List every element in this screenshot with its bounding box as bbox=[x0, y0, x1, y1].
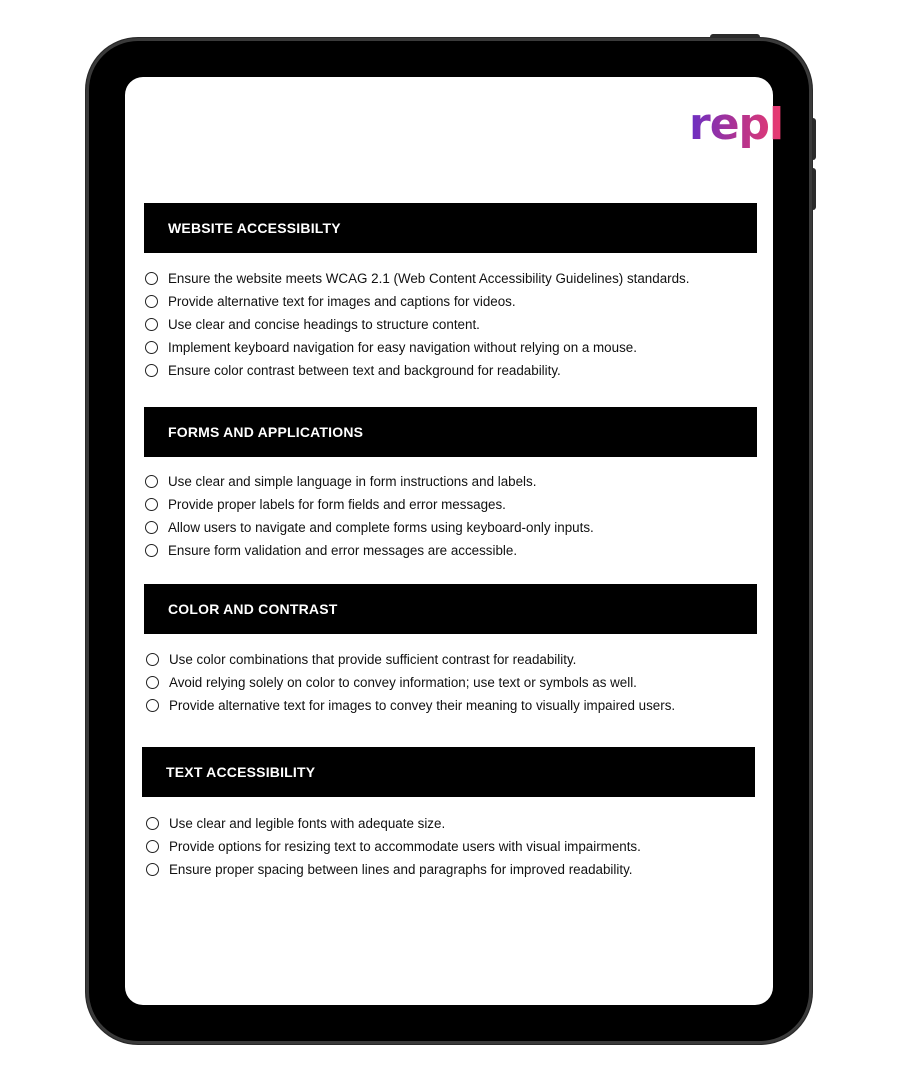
list-item bbox=[146, 835, 641, 858]
item-label: Ensure form validation and error messages are accessible. bbox=[168, 543, 518, 558]
section-header-color-and-contrast bbox=[144, 584, 757, 634]
checkbox-icon[interactable] bbox=[145, 521, 158, 534]
list-item bbox=[145, 516, 594, 539]
section-title: COLOR AND CONTRAST bbox=[168, 601, 338, 617]
checkbox-icon[interactable] bbox=[145, 272, 158, 285]
list-item bbox=[145, 336, 689, 359]
list-item bbox=[146, 694, 675, 717]
checkbox-icon[interactable] bbox=[146, 676, 159, 689]
checkbox-icon[interactable] bbox=[145, 295, 158, 308]
item-label: Provide alternative text for images to convey their meaning to visually impaired users. bbox=[169, 698, 676, 713]
item-label: Ensure proper spacing between lines and paragraphs for improved readability. bbox=[169, 862, 633, 877]
item-label: Provide proper labels for form fields and error messages. bbox=[168, 497, 506, 512]
list-item bbox=[146, 858, 641, 881]
brand-logo: repl bbox=[689, 99, 784, 150]
checklist-text-accessibility bbox=[146, 812, 641, 881]
checkbox-icon[interactable] bbox=[146, 840, 159, 853]
checkbox-icon[interactable] bbox=[145, 364, 158, 377]
section-header-website-accessibility bbox=[144, 203, 757, 253]
checklist-forms-and-applications bbox=[145, 470, 594, 562]
list-item bbox=[145, 313, 689, 336]
section-title: TEXT ACCESSIBILITY bbox=[166, 764, 316, 780]
checkbox-icon[interactable] bbox=[145, 498, 158, 511]
item-label: Provide alternative text for images and captions for videos. bbox=[168, 294, 516, 309]
section-header-text-accessibility bbox=[142, 747, 755, 797]
item-label: Use color combinations that provide sufficient contrast for readability. bbox=[169, 652, 577, 667]
item-label: Avoid relying solely on color to convey information; use text or symbols as well. bbox=[169, 675, 637, 690]
list-item bbox=[146, 812, 641, 835]
checkbox-icon[interactable] bbox=[146, 817, 159, 830]
item-label: Ensure the website meets WCAG 2.1 (Web Content Accessibility Guidelines) standards. bbox=[168, 271, 690, 286]
checklist-website-accessibility bbox=[145, 267, 689, 382]
list-item bbox=[145, 470, 594, 493]
item-label: Implement keyboard navigation for easy navigation without relying on a mouse. bbox=[168, 340, 637, 355]
item-label: Allow users to navigate and complete forms using keyboard-only inputs. bbox=[168, 520, 594, 535]
checkbox-icon[interactable] bbox=[145, 318, 158, 331]
item-label: Use clear and simple language in form instructions and labels. bbox=[168, 474, 537, 489]
list-item bbox=[145, 290, 689, 313]
item-label: Provide options for resizing text to accommodate users with visual impairments. bbox=[169, 839, 641, 854]
checkbox-icon[interactable] bbox=[145, 341, 158, 354]
list-item bbox=[145, 493, 594, 516]
checkbox-icon[interactable] bbox=[146, 699, 159, 712]
item-label: Ensure color contrast between text and background for readability. bbox=[168, 363, 561, 378]
list-item bbox=[145, 359, 689, 382]
checkbox-icon[interactable] bbox=[145, 475, 158, 488]
checkbox-icon[interactable] bbox=[145, 544, 158, 557]
checkbox-icon[interactable] bbox=[146, 653, 159, 666]
list-item bbox=[146, 648, 675, 671]
section-header-forms-and-applications bbox=[144, 407, 757, 457]
item-label: Use clear and legible fonts with adequate size. bbox=[169, 816, 446, 831]
tablet-screen bbox=[125, 77, 784, 1005]
item-label: Use clear and concise headings to structure content. bbox=[168, 317, 480, 332]
section-title: WEBSITE ACCESSIBILTY bbox=[168, 220, 341, 236]
list-item bbox=[145, 539, 594, 562]
checkbox-icon[interactable] bbox=[146, 863, 159, 876]
list-item bbox=[145, 267, 689, 290]
list-item bbox=[146, 671, 675, 694]
section-title: FORMS AND APPLICATIONS bbox=[168, 424, 364, 440]
checklist-color-and-contrast bbox=[146, 648, 675, 717]
